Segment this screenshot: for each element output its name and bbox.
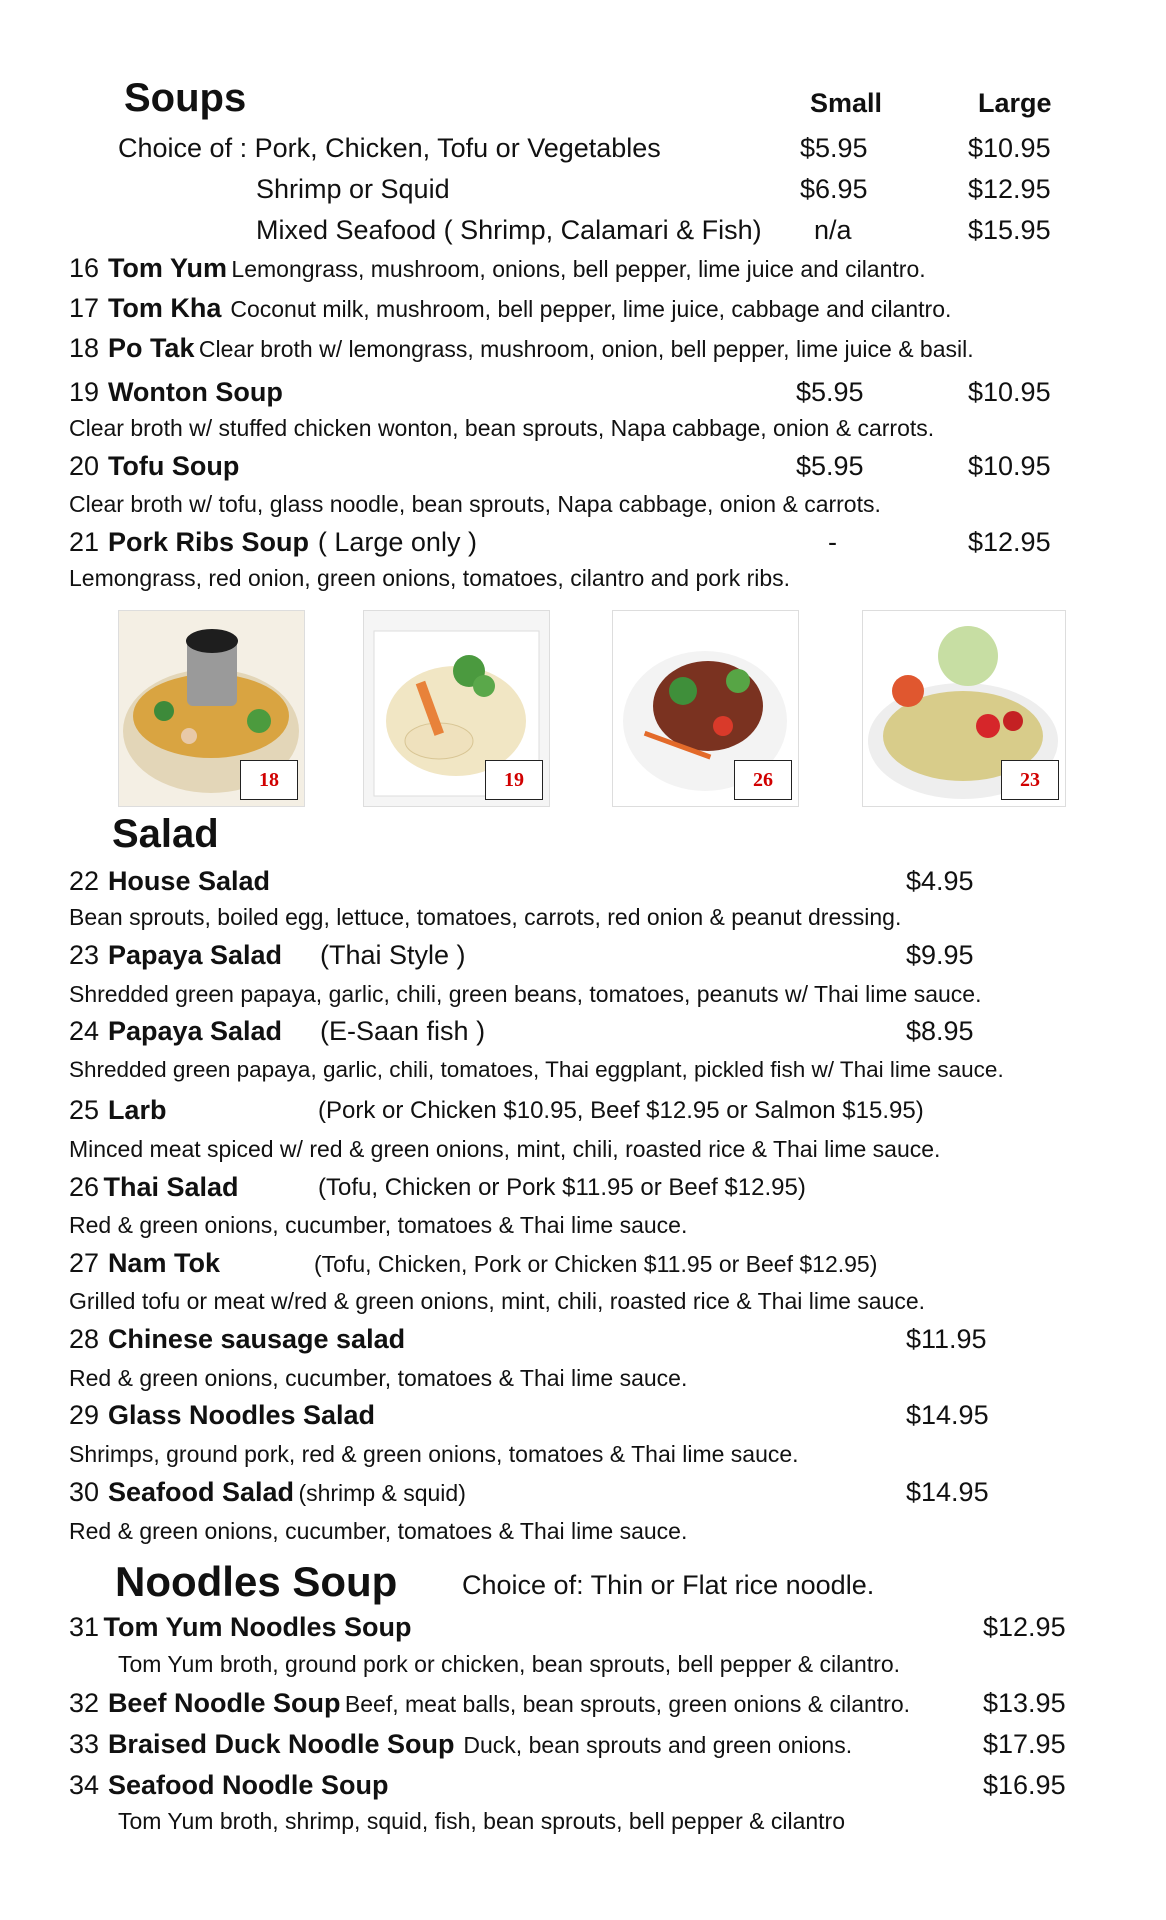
item-name: Po Tak: [107, 333, 195, 363]
photo-number-badge: 26: [734, 760, 792, 800]
item-number: 34: [69, 1770, 100, 1800]
item-description: Clear broth w/ stuffed chicken wonton, bean sprouts, Napa cabbage, onion & carrots.: [69, 415, 935, 441]
menu-item: [69, 293, 951, 324]
large-column-header: Large: [978, 88, 1052, 118]
item-name: Seafood Noodle Soup: [107, 1770, 389, 1800]
item-large-price: $12.95: [968, 527, 1051, 557]
menu-item: [69, 1400, 375, 1431]
item-name: Tom Kha: [107, 293, 222, 323]
item-number: 25: [69, 1095, 100, 1125]
item-description: Tom Yum broth, ground pork or chicken, bean sprouts, bell pepper & cilantro.: [118, 1651, 901, 1677]
item-description: Red & green onions, cucumber, tomatoes & Thai lime sauce.: [69, 1212, 688, 1238]
item-name: Wonton Soup: [107, 377, 283, 407]
item-small-price: $5.95: [796, 451, 864, 481]
item-note: (Tofu, Chicken or Pork $11.95 or Beef $12.95): [318, 1174, 806, 1201]
menu-item: [69, 1477, 466, 1508]
menu-item: [69, 1729, 852, 1760]
item-name: Papaya Salad: [107, 1016, 283, 1046]
item-description: Red & green onions, cucumber, tomatoes & Thai lime sauce.: [69, 1365, 688, 1391]
photo-number-badge: 19: [485, 760, 543, 800]
item-name: Tofu Soup: [107, 451, 240, 481]
salad-title: Salad: [112, 812, 219, 856]
item-price: $14.95: [906, 1477, 989, 1507]
photo-number-badge: 18: [240, 760, 298, 800]
item-number: 24: [69, 1016, 100, 1046]
item-description: Coconut milk, mushroom, bell pepper, lime juice, cabbage and cilantro.: [230, 296, 952, 322]
noodles-soup-title: Noodles Soup: [115, 1558, 398, 1605]
item-description: Duck, bean sprouts and green onions.: [463, 1732, 853, 1758]
item-small-price: -: [828, 527, 837, 557]
choice-small-price: $6.95: [800, 174, 868, 204]
item-price: $13.95: [983, 1688, 1066, 1718]
item-name: Nam Tok: [107, 1248, 220, 1278]
item-price: $4.95: [906, 866, 974, 896]
soups-title: Soups: [124, 76, 247, 120]
item-note: (Pork or Chicken $10.95, Beef $12.95 or Salmon $15.95): [318, 1097, 924, 1124]
item-price: $14.95: [906, 1400, 989, 1430]
item-number: 33: [69, 1729, 100, 1759]
item-number: 20: [69, 451, 100, 481]
item-name: Glass Noodles Salad: [107, 1400, 376, 1430]
menu-item: [69, 1172, 239, 1203]
choice-label: Shrimp or Squid: [256, 174, 450, 204]
item-price: $8.95: [906, 1016, 974, 1046]
item-note: (E-Saan fish ): [320, 1016, 486, 1046]
choice-large-price: $12.95: [968, 174, 1051, 204]
item-description: Red & green onions, cucumber, tomatoes & Thai lime sauce.: [69, 1518, 688, 1544]
menu-item: [69, 451, 239, 482]
item-description: Shredded green papaya, garlic, chili, tomatoes, Thai eggplant, pickled fish w/ Thai lime sauce.: [69, 1057, 1004, 1082]
menu-item: [69, 253, 926, 284]
item-name: Seafood Salad: [107, 1477, 294, 1507]
item-number: 29: [69, 1400, 100, 1430]
menu-item: [69, 333, 974, 364]
item-name: Pork Ribs Soup: [107, 527, 309, 557]
item-large-price: $10.95: [968, 377, 1051, 407]
item-price: $12.95: [983, 1612, 1066, 1642]
item-note: (Tofu, Chicken, Pork or Chicken $11.95 or Beef $12.95): [314, 1251, 878, 1277]
choice-small-price: n/a: [814, 215, 852, 245]
item-price: $11.95: [906, 1324, 987, 1354]
photo-number-badge: 23: [1001, 760, 1059, 800]
food-photo: [612, 610, 799, 807]
item-note: (Thai Style ): [320, 940, 466, 970]
item-number: 21: [69, 527, 100, 557]
item-number: 19: [69, 377, 100, 407]
item-note: ( Large only ): [317, 527, 477, 557]
item-name: Larb: [107, 1095, 167, 1125]
item-price: $17.95: [983, 1729, 1066, 1759]
item-number: 30: [69, 1477, 100, 1507]
menu-item: [69, 1248, 220, 1279]
menu-item: [69, 1016, 282, 1047]
item-name: Beef Noodle Soup: [107, 1688, 341, 1718]
menu-item: [69, 1770, 388, 1801]
item-name: Braised Duck Noodle Soup: [107, 1729, 455, 1759]
item-number: 26: [69, 1172, 100, 1202]
choice-label: Choice of : Pork, Chicken, Tofu or Vegetables: [118, 133, 661, 163]
item-name: House Salad: [107, 866, 270, 896]
menu-item: [69, 1688, 910, 1719]
item-number: 27: [69, 1248, 100, 1278]
menu-item: [69, 1612, 412, 1643]
item-number: 31: [69, 1612, 100, 1642]
item-number: 32: [69, 1688, 100, 1718]
menu-item: [69, 1324, 405, 1355]
menu-item: [69, 866, 270, 897]
choice-large-price: $15.95: [968, 215, 1051, 245]
item-note: (shrimp & squid): [298, 1480, 466, 1506]
food-photo: [363, 610, 550, 807]
item-description: Lemongrass, red onion, green onions, tomatoes, cilantro and pork ribs.: [69, 565, 791, 591]
item-number: 22: [69, 866, 100, 896]
item-name: Thai Salad: [103, 1172, 239, 1202]
item-description: Lemongrass, mushroom, onions, bell pepper, lime juice and cilantro.: [231, 256, 926, 282]
item-number: 17: [69, 293, 100, 323]
item-large-price: $10.95: [968, 451, 1051, 481]
food-photo: [118, 610, 305, 807]
choice-small-price: $5.95: [800, 133, 868, 163]
item-description: Beef, meat balls, bean sprouts, green onions & cilantro.: [344, 1691, 911, 1717]
item-description: Bean sprouts, boiled egg, lettuce, tomatoes, carrots, red onion & peanut dressing.: [69, 904, 902, 930]
food-photo: [862, 610, 1066, 807]
item-description: Clear broth w/ lemongrass, mushroom, onion, bell pepper, lime juice & basil.: [198, 336, 974, 362]
menu-item: [69, 940, 282, 971]
item-number: 23: [69, 940, 100, 970]
noodles-soup-subtitle: Choice of: Thin or Flat rice noodle.: [462, 1570, 875, 1600]
item-description: Shredded green papaya, garlic, chili, green beans, tomatoes, peanuts w/ Thai lime sauce.: [69, 981, 982, 1007]
item-description: Minced meat spiced w/ red & green onions, mint, chili, roasted rice & Thai lime sauce.: [69, 1136, 941, 1162]
item-name: Chinese sausage salad: [107, 1324, 406, 1354]
choice-large-price: $10.95: [968, 133, 1051, 163]
item-name: Papaya Salad: [107, 940, 283, 970]
item-description: Grilled tofu or meat w/red & green onions, mint, chili, roasted rice & Thai lime sauce.: [69, 1288, 926, 1314]
item-number: 16: [69, 253, 100, 283]
item-name: Tom Yum: [107, 253, 227, 283]
menu-item: [69, 527, 477, 558]
item-number: 28: [69, 1324, 100, 1354]
item-number: 18: [69, 333, 100, 363]
item-description: Shrimps, ground pork, red & green onions, tomatoes & Thai lime sauce.: [69, 1441, 799, 1467]
item-price: $16.95: [983, 1770, 1066, 1800]
item-description: Tom Yum broth, shrimp, squid, fish, bean sprouts, bell pepper & cilantro: [118, 1808, 846, 1834]
item-price: $9.95: [906, 940, 974, 970]
item-description: Clear broth w/ tofu, glass noodle, bean sprouts, Napa cabbage, onion & carrots.: [69, 491, 881, 517]
menu-item: [69, 1095, 166, 1126]
choice-label: Mixed Seafood ( Shrimp, Calamari & Fish): [256, 215, 762, 245]
menu-item: [69, 377, 283, 408]
item-small-price: $5.95: [796, 377, 864, 407]
small-column-header: Small: [810, 88, 883, 118]
item-name: Tom Yum Noodles Soup: [103, 1612, 412, 1642]
